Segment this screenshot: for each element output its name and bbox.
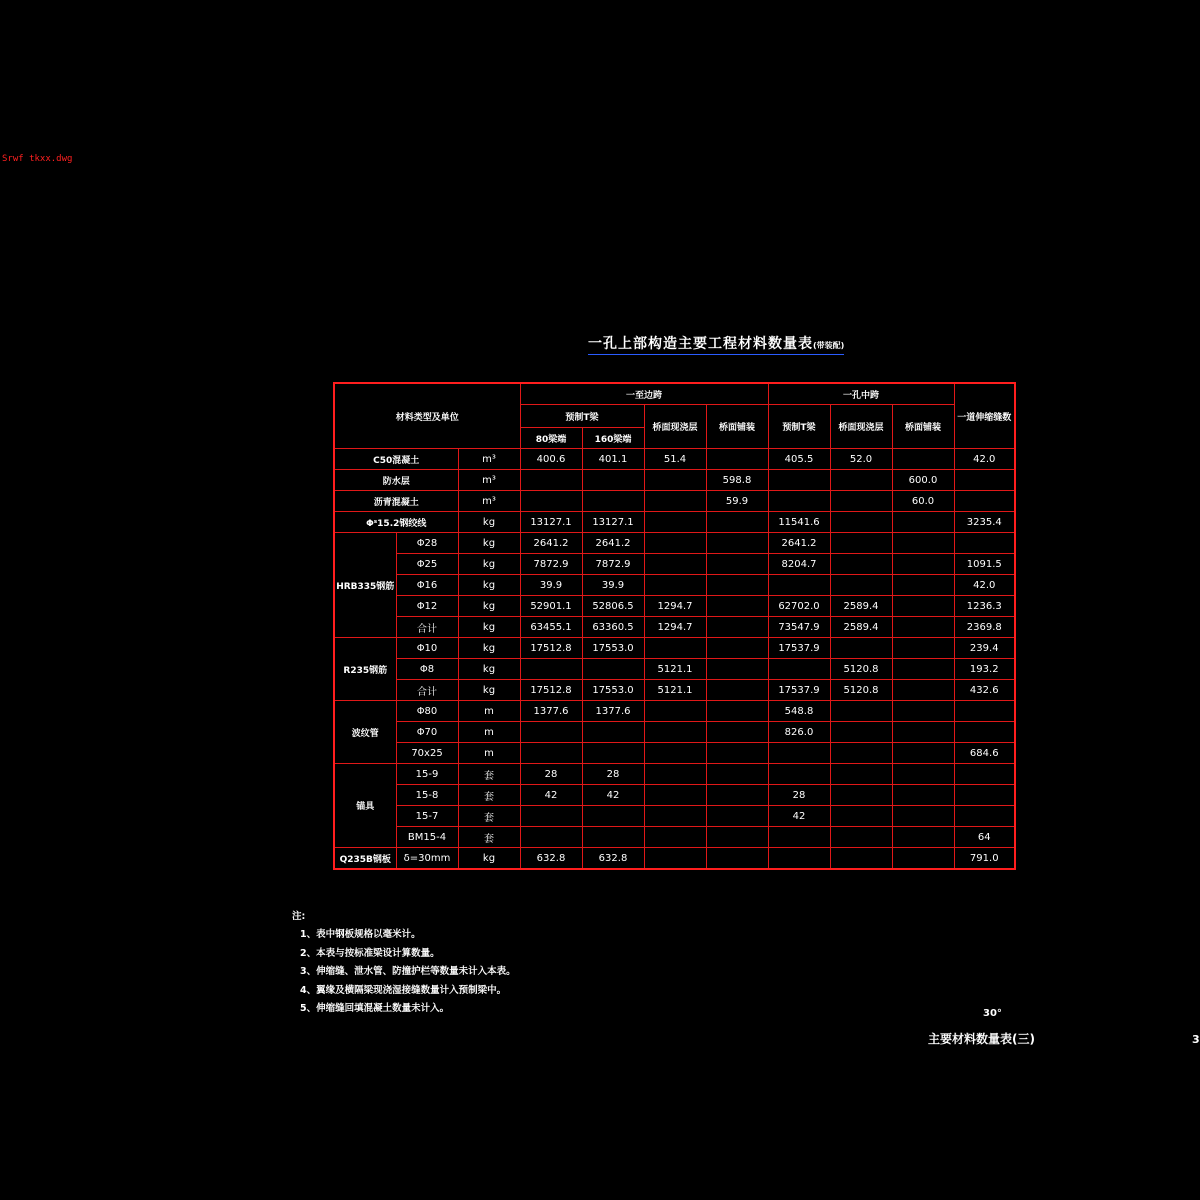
spec-cell: 70x25 [396,743,458,764]
value-cell [706,533,768,554]
unit-cell: m³ [458,449,520,470]
value-cell: 2369.8 [954,617,1015,638]
value-cell: 3235.4 [954,512,1015,533]
table-row [334,743,1015,764]
value-cell [706,449,768,470]
unit-cell: kg [458,680,520,701]
table-row [334,617,1015,638]
value-cell [706,575,768,596]
unit-cell: 套 [458,764,520,785]
header-deck-paving-2: 桥面铺装 [892,405,954,449]
value-cell: 39.9 [520,575,582,596]
spec-cell: BM15-4 [396,827,458,848]
value-cell [706,827,768,848]
header-beam-80: 80梁端 [520,428,582,449]
unit-cell: kg [458,596,520,617]
value-cell: 432.6 [954,680,1015,701]
material-group-cell: 锚具 [334,764,396,848]
unit-cell: 套 [458,785,520,806]
value-cell: 62702.0 [768,596,830,617]
value-cell [582,806,644,827]
spec-cell: δ=30mm [396,848,458,870]
value-cell: 400.6 [520,449,582,470]
material-group-cell: HRB335钢筋 [334,533,396,638]
spec-cell: Φ16 [396,575,458,596]
value-cell [830,554,892,575]
value-cell [520,722,582,743]
value-cell: 5121.1 [644,680,706,701]
value-cell [644,722,706,743]
value-cell [954,491,1015,512]
value-cell [954,764,1015,785]
value-cell [706,659,768,680]
value-cell [892,638,954,659]
value-cell: 73547.9 [768,617,830,638]
unit-cell: m³ [458,470,520,491]
value-cell: 1294.7 [644,596,706,617]
spec-cell: 合计 [396,617,458,638]
value-cell: 405.5 [768,449,830,470]
skew-angle-label: 30° [983,1008,1002,1019]
value-cell: 826.0 [768,722,830,743]
value-cell [768,827,830,848]
value-cell [768,491,830,512]
value-cell [582,722,644,743]
value-cell [706,617,768,638]
value-cell [706,722,768,743]
value-cell: 42.0 [954,449,1015,470]
spec-cell: 15-7 [396,806,458,827]
sheet-title: 主要材料数量表(三) [928,1032,1035,1046]
spec-cell: Φ28 [396,533,458,554]
value-cell [706,596,768,617]
value-cell: 17553.0 [582,638,644,659]
table-row [334,848,1015,870]
value-cell: 28 [768,785,830,806]
value-cell: 17537.9 [768,638,830,659]
value-cell [830,827,892,848]
value-cell: 28 [520,764,582,785]
value-cell: 791.0 [954,848,1015,870]
value-cell [892,554,954,575]
value-cell [706,764,768,785]
value-cell [954,533,1015,554]
material-quantity-table [333,382,1016,870]
table-row [334,680,1015,701]
value-cell [768,743,830,764]
value-cell [644,785,706,806]
value-cell: 63455.1 [520,617,582,638]
spec-cell: 15-8 [396,785,458,806]
value-cell: 11541.6 [768,512,830,533]
value-cell: 1091.5 [954,554,1015,575]
value-cell [830,575,892,596]
value-cell [830,533,892,554]
value-cell: 632.8 [582,848,644,870]
value-cell [768,764,830,785]
value-cell: 17537.9 [768,680,830,701]
value-cell: 17512.8 [520,638,582,659]
header-group-mid-span: 一孔中跨 [768,383,954,405]
unit-cell: kg [458,554,520,575]
value-cell: 39.9 [582,575,644,596]
unit-cell: kg [458,617,520,638]
unit-cell: kg [458,848,520,870]
value-cell: 5120.8 [830,659,892,680]
spec-cell: 合计 [396,680,458,701]
value-cell [706,680,768,701]
value-cell [520,470,582,491]
value-cell: 548.8 [768,701,830,722]
page-number: 3 [1192,1033,1200,1046]
table-title [588,333,844,355]
value-cell [706,554,768,575]
value-cell [582,659,644,680]
table-row [334,533,1015,554]
unit-cell: kg [458,512,520,533]
table-title-main: 一孔上部构造主要工程材料数量表 [588,336,813,352]
value-cell [892,512,954,533]
value-cell [644,533,706,554]
table-row [334,785,1015,806]
unit-cell: m [458,722,520,743]
value-cell [520,743,582,764]
material-name-cell: 防水层 [334,470,458,491]
value-cell: 42 [520,785,582,806]
value-cell: 401.1 [582,449,644,470]
note-item: 1、表中钢板规格以毫米计。 [300,929,421,941]
value-cell [892,722,954,743]
value-cell [830,701,892,722]
value-cell [644,764,706,785]
file-name-label: Srwf tkxx.dwg [2,154,73,164]
value-cell: 1377.6 [520,701,582,722]
value-cell [644,701,706,722]
value-cell [892,449,954,470]
value-cell [830,491,892,512]
value-cell [582,827,644,848]
header-deck-concrete-2: 桥面现浇层 [830,405,892,449]
table-row [334,449,1015,470]
material-name-cell: C50混凝土 [334,449,458,470]
table-row [334,596,1015,617]
value-cell: 2589.4 [830,596,892,617]
value-cell [520,827,582,848]
unit-cell: m [458,701,520,722]
value-cell [892,617,954,638]
unit-cell: kg [458,659,520,680]
value-cell [892,806,954,827]
value-cell [582,470,644,491]
header-expansion-joint: 一道伸缩缝数 [954,383,1015,449]
spec-cell: Φ70 [396,722,458,743]
value-cell: 1294.7 [644,617,706,638]
material-group-cell: 波纹管 [334,701,396,764]
value-cell: 13127.1 [520,512,582,533]
value-cell [768,659,830,680]
material-name-cell: Q235B钢板 [334,848,396,870]
table-row [334,575,1015,596]
value-cell [830,764,892,785]
value-cell [892,743,954,764]
value-cell: 2589.4 [830,617,892,638]
value-cell: 17512.8 [520,680,582,701]
value-cell: 632.8 [520,848,582,870]
value-cell: 8204.7 [768,554,830,575]
value-cell: 52806.5 [582,596,644,617]
value-cell [830,848,892,870]
table-row [334,512,1015,533]
header-prestressed-t-beam: 预制T梁 [520,405,644,428]
value-cell: 598.8 [706,470,768,491]
notes-section [292,908,516,1018]
value-cell [892,533,954,554]
value-cell: 60.0 [892,491,954,512]
value-cell: 600.0 [892,470,954,491]
value-cell: 59.9 [706,491,768,512]
value-cell: 28 [582,764,644,785]
unit-cell: 套 [458,806,520,827]
spec-cell: Φ8 [396,659,458,680]
value-cell [830,743,892,764]
value-cell [644,491,706,512]
unit-cell: kg [458,575,520,596]
value-cell [644,806,706,827]
material-group-cell: R235钢筋 [334,638,396,701]
value-cell [706,701,768,722]
value-cell [706,848,768,870]
note-item: 4、翼缘及横隔梁现浇湿接缝数量计入预制梁中。 [300,984,507,996]
table-row [334,638,1015,659]
material-name-cell: Φˢ15.2钢绞线 [334,512,458,533]
value-cell [768,848,830,870]
value-cell: 5120.8 [830,680,892,701]
value-cell [644,743,706,764]
spec-cell: 15-9 [396,764,458,785]
value-cell [644,638,706,659]
value-cell: 2641.2 [582,533,644,554]
table-row [334,827,1015,848]
header-prefab-t-beam: 预制T梁 [768,405,830,449]
value-cell [520,491,582,512]
value-cell: 5121.1 [644,659,706,680]
value-cell [954,806,1015,827]
value-cell [520,806,582,827]
value-cell: 193.2 [954,659,1015,680]
value-cell [830,785,892,806]
table-title-suffix: (带装配) [813,341,845,350]
value-cell [892,764,954,785]
table-row [334,491,1015,512]
note-item: 2、本表与按标准梁设计算数量。 [300,947,440,959]
value-cell [892,848,954,870]
table-row [334,806,1015,827]
value-cell [644,470,706,491]
value-cell: 42 [768,806,830,827]
value-cell [706,512,768,533]
value-cell [954,785,1015,806]
header-beam-160: 160梁端 [582,428,644,449]
spec-cell: Φ12 [396,596,458,617]
value-cell: 239.4 [954,638,1015,659]
value-cell [706,638,768,659]
table-row [334,764,1015,785]
unit-cell: m [458,743,520,764]
value-cell [768,575,830,596]
table-row [334,722,1015,743]
spec-cell: Φ10 [396,638,458,659]
value-cell [892,701,954,722]
value-cell [706,806,768,827]
spec-cell: Φ80 [396,701,458,722]
value-cell [892,785,954,806]
header-group-side-span: 一至边跨 [520,383,768,405]
table-row [334,659,1015,680]
value-cell [830,470,892,491]
value-cell: 17553.0 [582,680,644,701]
value-cell: 52901.1 [520,596,582,617]
value-cell: 51.4 [644,449,706,470]
value-cell [706,785,768,806]
value-cell: 2641.2 [520,533,582,554]
value-cell [830,512,892,533]
value-cell [892,827,954,848]
unit-cell: m³ [458,491,520,512]
value-cell: 684.6 [954,743,1015,764]
value-cell: 7872.9 [582,554,644,575]
value-cell: 7872.9 [520,554,582,575]
value-cell [520,659,582,680]
value-cell [582,743,644,764]
value-cell [768,470,830,491]
value-cell: 52.0 [830,449,892,470]
value-cell: 1236.3 [954,596,1015,617]
header-material: 材料类型及单位 [334,383,520,449]
unit-cell: kg [458,533,520,554]
value-cell [954,701,1015,722]
value-cell [582,491,644,512]
note-item: 5、伸缩缝回填混凝土数量未计入。 [300,1003,450,1015]
value-cell [892,575,954,596]
note-item: 3、伸缩缝、泄水管、防撞护栏等数量未计入本表。 [300,966,516,978]
value-cell: 2641.2 [768,533,830,554]
notes-label: 注: [292,911,306,922]
value-cell [644,554,706,575]
value-cell: 13127.1 [582,512,644,533]
value-cell [830,806,892,827]
value-cell [830,638,892,659]
spec-cell: Φ25 [396,554,458,575]
value-cell: 63360.5 [582,617,644,638]
value-cell [954,722,1015,743]
unit-cell: 套 [458,827,520,848]
value-cell [892,596,954,617]
table-row [334,701,1015,722]
value-cell [954,470,1015,491]
value-cell: 42.0 [954,575,1015,596]
value-cell: 1377.6 [582,701,644,722]
value-cell [644,575,706,596]
value-cell [892,680,954,701]
value-cell [706,743,768,764]
value-cell: 42 [582,785,644,806]
value-cell [892,659,954,680]
value-cell [644,827,706,848]
material-name-cell: 沥青混凝土 [334,491,458,512]
table-row [334,470,1015,491]
value-cell [644,848,706,870]
header-deck-paving-1: 桥面铺装 [706,405,768,449]
header-deck-concrete-1: 桥面现浇层 [644,405,706,449]
table-row [334,554,1015,575]
value-cell [644,512,706,533]
value-cell [830,722,892,743]
value-cell: 64 [954,827,1015,848]
unit-cell: kg [458,638,520,659]
